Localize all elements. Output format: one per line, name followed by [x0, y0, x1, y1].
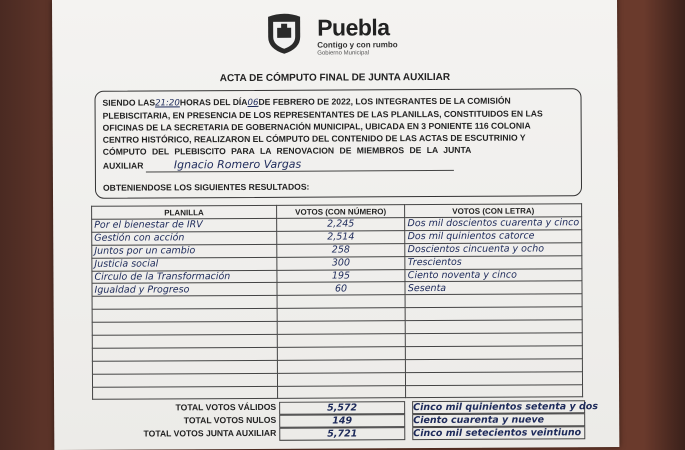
votos-numero-cell: 195 — [331, 270, 351, 282]
total-value: 5,721 — [279, 427, 405, 441]
statement-line-1: SIENDO LAS21:20HORAS DEL DÍA06DE FEBRERO DE 2022, LOS INTEGRANTES DE LA COMISIÓN — [102, 95, 511, 109]
brand-subtag: Gobierno Municipal — [317, 50, 370, 57]
votos-numero-cell: 2,514 — [327, 231, 355, 243]
total-value: 5,572 — [279, 401, 405, 415]
votos-letra-cell: Ciento noventa y cinco — [407, 269, 517, 282]
votos-numero-cell: 60 — [334, 283, 348, 295]
statement-line-5: CÓMPUTO DEL PLEBISCITO PARA LA RENOVACION DE MIEMBROS DE LA JUNTA — [102, 144, 472, 157]
votos-letra-cell: Dos mil quinientos catorce — [407, 230, 535, 243]
statement-line-2: PLEBISCITARIA, EN PRESENCIA DE LOS REPRESENTANTES DE LAS PLANILLAS, CONSTITUIDOS EN LAS — [102, 108, 543, 121]
votos-letra-cell: Doscientos cincuenta y ocho — [407, 243, 545, 256]
total-letra: Cinco mil quinientos setenta y dos — [413, 401, 599, 414]
statement-line-7: OBTENIENDOSE LOS SIGUIENTES RESULTADOS: — [102, 181, 310, 193]
planilla-cell: Por el bienestar de IRV — [94, 219, 203, 232]
votos-numero-cell: 258 — [331, 244, 350, 256]
votos-letra-cell: Dos mil doscientos cuarenta y cinco — [407, 217, 580, 230]
time-handwritten: 21:20 — [155, 98, 180, 109]
statement-line-6: AUXILIAR Ignacio Romero Vargas — [103, 157, 454, 173]
total-label: TOTAL VOTOS NULOS — [183, 414, 277, 426]
totals-row — [92, 426, 583, 440]
statement-line-4: CENTRO HISTÓRICO, REALIZARON EL CÓMPUTO DEL CONTENIDO DE LAS ACTAS DE ESCUTRINIO Y — [102, 132, 526, 145]
document-page — [52, 0, 619, 450]
total-label: TOTAL VOTOS JUNTA AUXILIAR — [143, 427, 277, 439]
planilla-cell: Igualdad y Progreso — [94, 284, 190, 296]
header-planilla: PLANILLA — [92, 205, 277, 219]
votos-letra-cell: Trescientos — [407, 256, 462, 269]
header-votos-letra: VOTOS (CON LETRA) — [405, 204, 582, 218]
total-value: 149 — [279, 414, 405, 428]
header-votos-numero: VOTOS (CON NÚMERO) — [276, 205, 405, 219]
auxiliar-name-handwritten: Ignacio Romero Vargas — [146, 157, 454, 173]
empty-table-row — [93, 384, 583, 399]
votos-letra-cell: Sesenta — [407, 282, 447, 295]
total-letra: Cinco mil setecientos veintiuno — [412, 426, 585, 440]
statement-line-3: OFICINAS DE LA SECRETARIA DE GOBERNACIÓN MUNICIPAL, UBICADA EN 3 PONIENTE 116 COLONIA — [102, 120, 531, 133]
totals-row — [92, 413, 583, 427]
votos-numero-cell: 2,245 — [327, 218, 355, 230]
results-table — [91, 203, 583, 400]
total-label: TOTAL VOTOS VÁLIDOS — [175, 401, 277, 413]
total-letra: Ciento cuarenta y nueve — [412, 413, 585, 427]
planilla-cell: Gestión con acción — [94, 232, 185, 245]
brand-name: Puebla — [317, 14, 390, 41]
document-title: ACTA DE CÓMPUTO FINAL DE JUNTA AUXILIAR — [219, 71, 451, 85]
planilla-cell: Juntos por un cambio — [94, 245, 196, 258]
planilla-cell: Circulo de la Transformación — [94, 271, 231, 283]
planilla-cell: Justicia social — [94, 258, 159, 270]
day-handwritten: 06 — [247, 97, 259, 108]
votos-numero-cell: 300 — [331, 257, 351, 269]
brand-tagline: Contigo y con rumbo — [317, 40, 398, 50]
totals-row — [92, 400, 599, 414]
puebla-coat-of-arms-logo — [264, 13, 304, 55]
